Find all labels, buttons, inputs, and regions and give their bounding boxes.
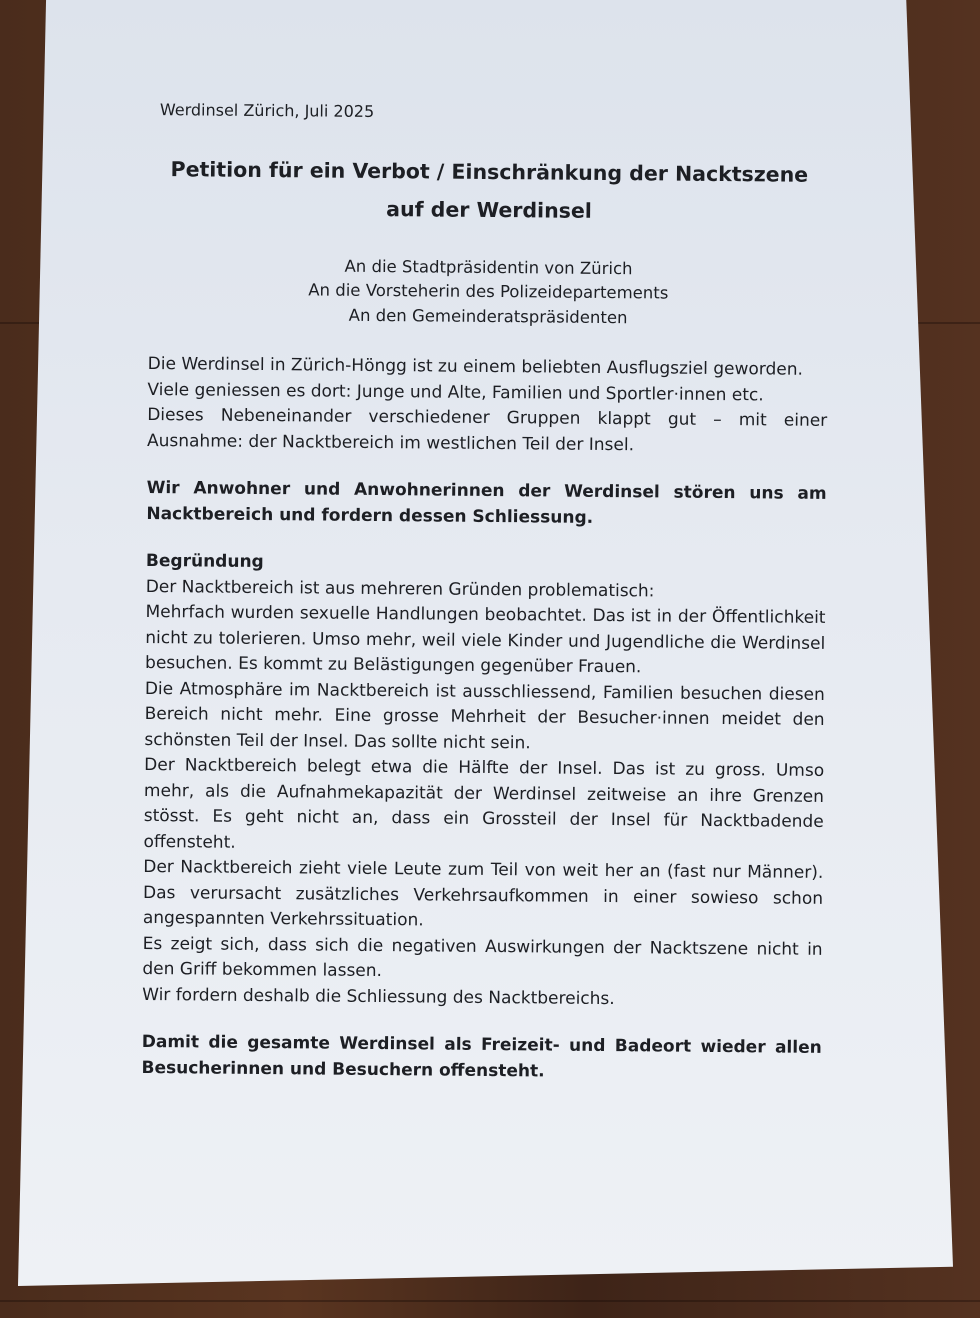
intro-paragraph: Dieses Nebeneinander verschiedener Gruppen klappt gut – mit einer Ausnahme: der Nacktbereich im westlichen Teil der Insel. bbox=[146, 405, 828, 455]
addressee: An den Gemeinderatspräsidenten bbox=[348, 305, 628, 327]
title-line: auf der Werdinsel bbox=[386, 196, 592, 223]
reasoning-paragraph: Wir fordern deshalb die Schliessung des Nacktbereichs. bbox=[142, 984, 615, 1009]
addressee-list bbox=[148, 253, 829, 332]
addressee: An die Vorsteherin des Polizeidepartements bbox=[308, 280, 669, 303]
place-date: Werdinsel Zürich, Juli 2025 bbox=[159, 100, 375, 121]
title-line: Petition für ein Verbot / Einschränkung der Nacktszene bbox=[170, 157, 809, 187]
reasoning-paragraph: Mehrfach wurden sexuelle Handlungen beobachtet. Das ist in der Öffentlichkeit nicht zu tolerieren. Umso mehr, weil viele Kinder und Jugendliche die Werdinsel besuchen. Es kommt zu Belästigungen gegenüber Frauen. bbox=[144, 602, 826, 678]
petition-document bbox=[141, 100, 830, 1087]
closing-statement: Damit die gesamte Werdinsel als Freizeit- und Badeort wieder allen Besucherinnen und Besuchern offensteht. bbox=[141, 1032, 822, 1082]
intro-paragraph: Viele geniessen es dort: Junge und Alte, Familien und Sportler·innen etc. bbox=[147, 379, 764, 405]
petition-title bbox=[149, 151, 830, 233]
reasoning-paragraph: Der Nacktbereich ist aus mehreren Gründen problematisch: bbox=[145, 576, 655, 601]
addressee: An die Stadtpräsidentin von Zürich bbox=[344, 256, 633, 279]
reasoning-paragraph: Der Nacktbereich belegt etwa die Hälfte der Insel. Das ist zu gross. Umso mehr, als die Aufnahmekapazität der Werdinsel zeitweise an ihre Grenzen stösst. Es geht nicht an, dass ein Grossteil der Insel für Nacktbadende offensteht. bbox=[143, 755, 825, 853]
table-wood-grain bbox=[0, 1300, 980, 1302]
demand-statement: Wir Anwohner und Anwohnerinnen der Werdinsel stören uns am Nacktbereich und fordern dessen Schliessung. bbox=[146, 478, 827, 528]
section-heading: Begründung bbox=[145, 551, 264, 573]
reasoning-paragraph: Die Atmosphäre im Nacktbereich ist ausschliessend, Familien besuchen diesen Bereich nicht mehr. Eine grosse Mehrheit der Besucher·innen meidet den schönsten Teil der Insel. Das sollte nicht sein. bbox=[144, 678, 825, 753]
intro-paragraph: Die Werdinsel in Zürich-Höngg ist zu einem beliebten Ausflugsziel geworden. bbox=[147, 354, 804, 380]
reasoning-paragraph: Es zeigt sich, dass sich die negativen Auswirkungen der Nacktszene nicht in den Griff bekommen lassen. bbox=[142, 933, 823, 982]
reasoning-paragraph: Der Nacktbereich zieht viele Leute zum Teil von weit her an (fast nur Männer). Das verursacht zusätzliches Verkehrsaufkommen in einer sowieso schon angespannten Verkehrssituation. bbox=[142, 857, 824, 931]
